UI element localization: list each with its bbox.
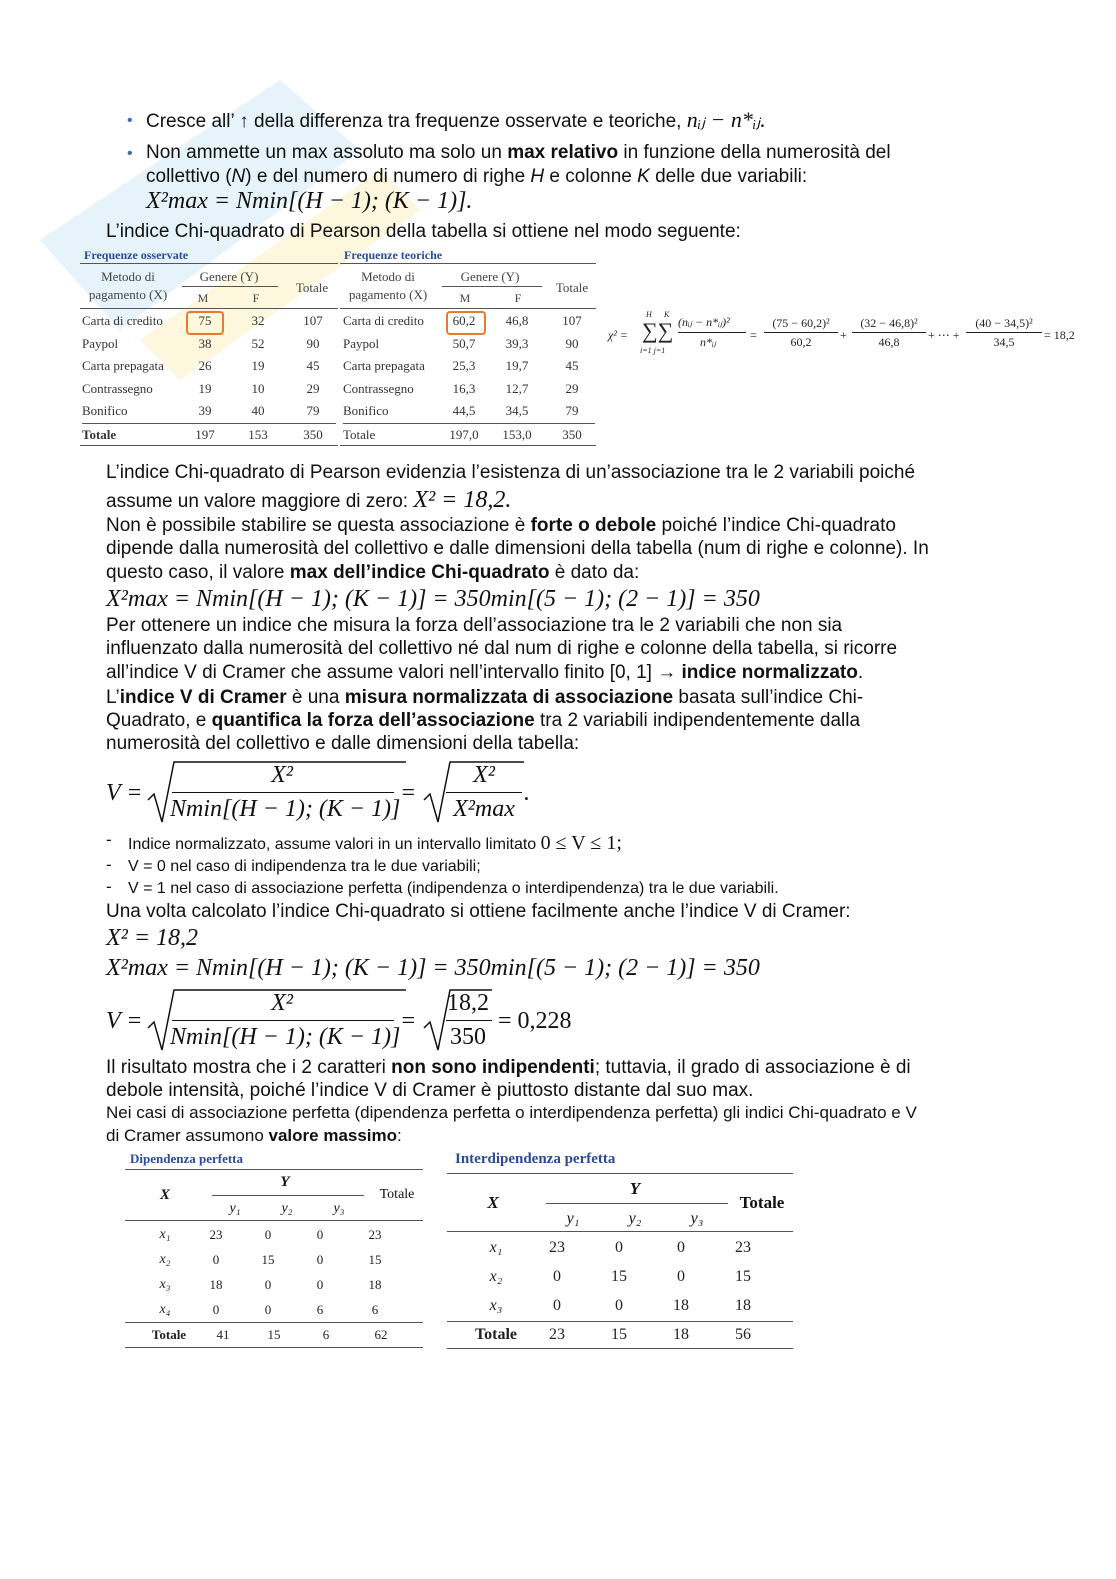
sum-limit: H — [646, 310, 652, 319]
frac-bar — [446, 1020, 492, 1021]
table-rule — [80, 445, 338, 446]
observed-col1-header: Metodo di pagamento (X) — [88, 269, 168, 302]
dep-caption: Dipendenza perfetta — [130, 1151, 244, 1166]
table-rule — [212, 1195, 364, 1196]
table-row: x₂ 0 15 0 15 — [489, 1267, 751, 1285]
table-row: Carta di credito 60,2 46,8 107 — [343, 313, 582, 329]
table-rule — [447, 1231, 793, 1232]
table-row: Bonifico 39 40 79 — [82, 403, 320, 419]
table-row: Paypol 38 52 90 — [82, 335, 320, 351]
dep-y-header: Y — [280, 1174, 290, 1190]
bullet-1: Cresce all’ ↑ della differenza tra frequenze osservate e teoriche, nᵢⱼ − n*ᵢⱼ. — [146, 107, 766, 132]
inter-col-y3: y₃ — [690, 1210, 704, 1227]
table-rule — [125, 1322, 423, 1323]
v-calc-formula: V = X² Nmin[(H − 1); (K − 1)] = 18,2 350 = 0,228 — [106, 984, 586, 1056]
chi-max-formula: X²max = Nmin[(H − 1); (K − 1)]. — [146, 188, 473, 214]
inter-col-y2: y₂ — [628, 1210, 642, 1227]
bullet-dot: • — [127, 145, 133, 162]
expected-col1-header: Metodo di pagamento (X) — [348, 269, 428, 302]
inter-total-row — [466, 1323, 774, 1347]
expected-f-header: F — [514, 291, 522, 305]
para7-line2: di Cramer assumono valore massimo: — [106, 1126, 402, 1145]
table-row: Contrassegno 19 10 29 — [82, 380, 320, 396]
para3-line3: all’indice V di Cramer che assume valori nell’intervallo finito [0, 1] → indice normalizzato. — [106, 662, 864, 683]
intro-text: L’indice Chi-quadrato di Pearson della tabella si ottiene nel modo seguente: — [106, 221, 741, 242]
bullet-2-line2: collettivo (N) e del numero di numero di righe H e colonne K delle due variabili: — [146, 166, 808, 187]
sum-limit: K — [664, 310, 670, 319]
highlight-box — [446, 311, 486, 335]
dash-item-1: Indice normalizzato, assume valori in un intervallo limitato 0 ≤ V ≤ 1; — [128, 832, 622, 854]
observed-genere-header: Genere (Y) — [199, 269, 259, 284]
expected-caption: Frequenze teoriche — [344, 248, 443, 262]
dash-item-2: V = 0 nel caso di indipendenza tra le due variabili; — [128, 858, 481, 875]
para4-line2: Quadrato, e quantifica la forza dell’associazione tra 2 variabili indipendentemente dalla — [106, 710, 861, 731]
general-term-den: n*ᵢⱼ — [700, 335, 716, 349]
dep-totale-header: Totale — [379, 1187, 415, 1202]
table-rule — [80, 263, 338, 264]
calc-max: X²max = Nmin[(H − 1); (K − 1)] = 350min[(5 − 1); (2 − 1)] = 350 — [106, 955, 760, 981]
table-rule — [340, 263, 596, 264]
inter-table — [466, 1233, 774, 1320]
expected-m-header: M — [459, 291, 471, 305]
equals-sign: = — [750, 328, 757, 342]
table-row: Carta prepagata 25,3 19,7 45 — [343, 358, 579, 374]
calc-chi: X² = 18,2 — [106, 925, 199, 951]
para4-line3: numerosità del collettivo e dalle dimensioni della tabella: — [106, 733, 580, 754]
dep-col-y1: y₁ — [229, 1201, 241, 1216]
chi-square-formula: χ² = ∑∑ H K i=1 j=1 (nᵢⱼ − n*ᵢⱼ)² n*ᵢⱼ = (75 − 60,2)² 60,2 + (32 − 46,8)² 46,8 + ⋯ + (40 − 34,5)² 34,5 = 18,2 — [608, 310, 1075, 355]
table-row: Paypol 50,7 39,3 90 — [343, 335, 579, 351]
frac-bar — [172, 792, 394, 793]
para1-line2: assume un valore maggiore di zero: X² = 18,2. — [106, 487, 512, 513]
table-row: Carta prepagata 26 19 45 — [82, 358, 320, 374]
dash-bullet: - — [106, 830, 112, 849]
para6-line2: debole intensità, poiché l’indice V di Cramer è piuttosto distante dal suo max. — [106, 1080, 754, 1101]
table-rule — [340, 445, 596, 446]
para3-line2: influenzato dalla numerosità del collettivo né dal num di righe e colonne della tabella, si ricorre — [106, 638, 898, 659]
table-row: x₁ 23 0 0 23 — [159, 1226, 382, 1242]
dep-table — [140, 1222, 404, 1322]
table-rule — [447, 1321, 793, 1322]
dash-item-3: V = 1 nel caso di associazione perfetta (indipendenza o interdipendenza) tra le due variabili. — [128, 880, 779, 897]
dash-bullet: - — [106, 877, 112, 896]
inter-caption: Interdipendenza perfetta — [455, 1151, 616, 1167]
general-term-num: (nᵢⱼ − n*ᵢⱼ)² — [678, 315, 730, 329]
para2-line2: dipende dalla numerosità del collettivo e dalle dimensioni della tabella (num di righe e colonne). In — [106, 538, 929, 559]
para7-line1: Nei casi di associazione perfetta (dipendenza perfetta o interdipendenza perfetta) gli indici Chi-quadrato e V — [106, 1103, 917, 1122]
table-row: Contrassegno 16,3 12,7 29 — [343, 380, 579, 396]
table-rule — [80, 308, 338, 309]
table-rule — [182, 286, 278, 287]
table-rule — [125, 1220, 423, 1221]
table-rule — [442, 286, 542, 287]
observed-caption: Frequenze osservate — [84, 248, 189, 262]
table-row: x₃ 18 0 0 18 — [159, 1276, 382, 1292]
expected-totale-header: Totale — [555, 280, 589, 295]
frac-bar — [764, 332, 838, 333]
frac-bar — [678, 332, 746, 333]
table-total-row: Totale 197 153 350 — [82, 423, 336, 446]
para2-line1: Non è possibile stabilire se questa associazione è forte o debole poiché l’indice Chi-quadrato — [106, 515, 896, 536]
frac-bar — [966, 332, 1042, 333]
dep-col-y2: y₂ — [281, 1201, 293, 1216]
table-row: x₂ 0 15 0 15 — [159, 1251, 382, 1267]
dep-col-y3: y₃ — [333, 1201, 345, 1216]
para3-line1: Per ottenere un indice che misura la forza dell’associazione tra le 2 variabili che non sia — [106, 615, 843, 636]
table-row: x₃ 0 0 18 18 — [489, 1296, 751, 1314]
observed-f-header: F — [252, 291, 260, 305]
table-row: Bonifico 44,5 34,5 79 — [343, 403, 579, 419]
frac-bar — [172, 1020, 394, 1021]
table-row: x₁ 23 0 0 23 — [489, 1238, 751, 1256]
para4-line1: L’indice V di Cramer è una misura normalizzata di associazione basata sull’indice Chi- — [106, 687, 864, 708]
para6-line1: Il risultato mostra che i 2 caratteri non sono indipendenti; tuttavia, il grado di associazione è di — [106, 1057, 911, 1078]
table-rule — [546, 1203, 728, 1204]
para2-line3: questo caso, il valore max dell’indice Chi-quadrato è dato da: — [106, 562, 640, 583]
bullet-2-line1: Non ammette un max assoluto ma solo un max relativo in funzione della numerosità del — [146, 142, 891, 163]
table-rule — [447, 1348, 793, 1349]
v-formula: V = X² Nmin[(H − 1); (K − 1)] = X² X²max . — [106, 756, 546, 828]
table-total-row: Totale 41 15 6 62 — [151, 1327, 388, 1342]
para1-line1: L’indice Chi-quadrato di Pearson evidenzia l’esistenza di un’associazione tra le 2 variabili poiché — [106, 462, 916, 483]
observed-totale-header: Totale — [295, 280, 329, 295]
dep-total-row — [140, 1324, 410, 1346]
para5: Una volta calcolato l’indice Chi-quadrato si ottiene facilmente anche l’indice V di Cramer: — [106, 901, 851, 922]
plus-sign: + — [840, 328, 847, 342]
sum-symbol: ∑∑ — [642, 318, 674, 343]
table-total-row: Totale 23 15 18 56 — [474, 1326, 751, 1343]
frac-bar — [446, 792, 522, 793]
inter-x-header: X — [487, 1193, 499, 1212]
bullet-dot: • — [127, 112, 133, 129]
observed-m-header: M — [197, 291, 209, 305]
table-total-row: Totale 197,0 153,0 350 — [343, 423, 595, 446]
table-rule — [125, 1169, 423, 1170]
expected-genere-header: Genere (Y) — [460, 269, 520, 284]
frac-bar — [852, 332, 926, 333]
inter-y-header: Y — [629, 1179, 641, 1198]
table-row: Carta di credito 75 32 107 — [82, 313, 323, 329]
formula-max: X²max = Nmin[(H − 1); (K − 1)] = 350min[(5 − 1); (2 − 1)] = 350 — [106, 586, 760, 612]
sum-limit: i=1 j=1 — [640, 346, 666, 355]
table-rule — [447, 1173, 793, 1174]
inter-col-y1: y₁ — [566, 1210, 580, 1227]
dash-bullet: - — [106, 855, 112, 874]
dep-x-header: X — [159, 1187, 170, 1203]
table-rule — [340, 308, 596, 309]
inter-totale-header: Totale — [739, 1193, 785, 1212]
table-row: x₄ 0 0 6 6 — [159, 1301, 379, 1317]
table-rule — [125, 1347, 423, 1348]
highlight-box — [186, 311, 224, 335]
